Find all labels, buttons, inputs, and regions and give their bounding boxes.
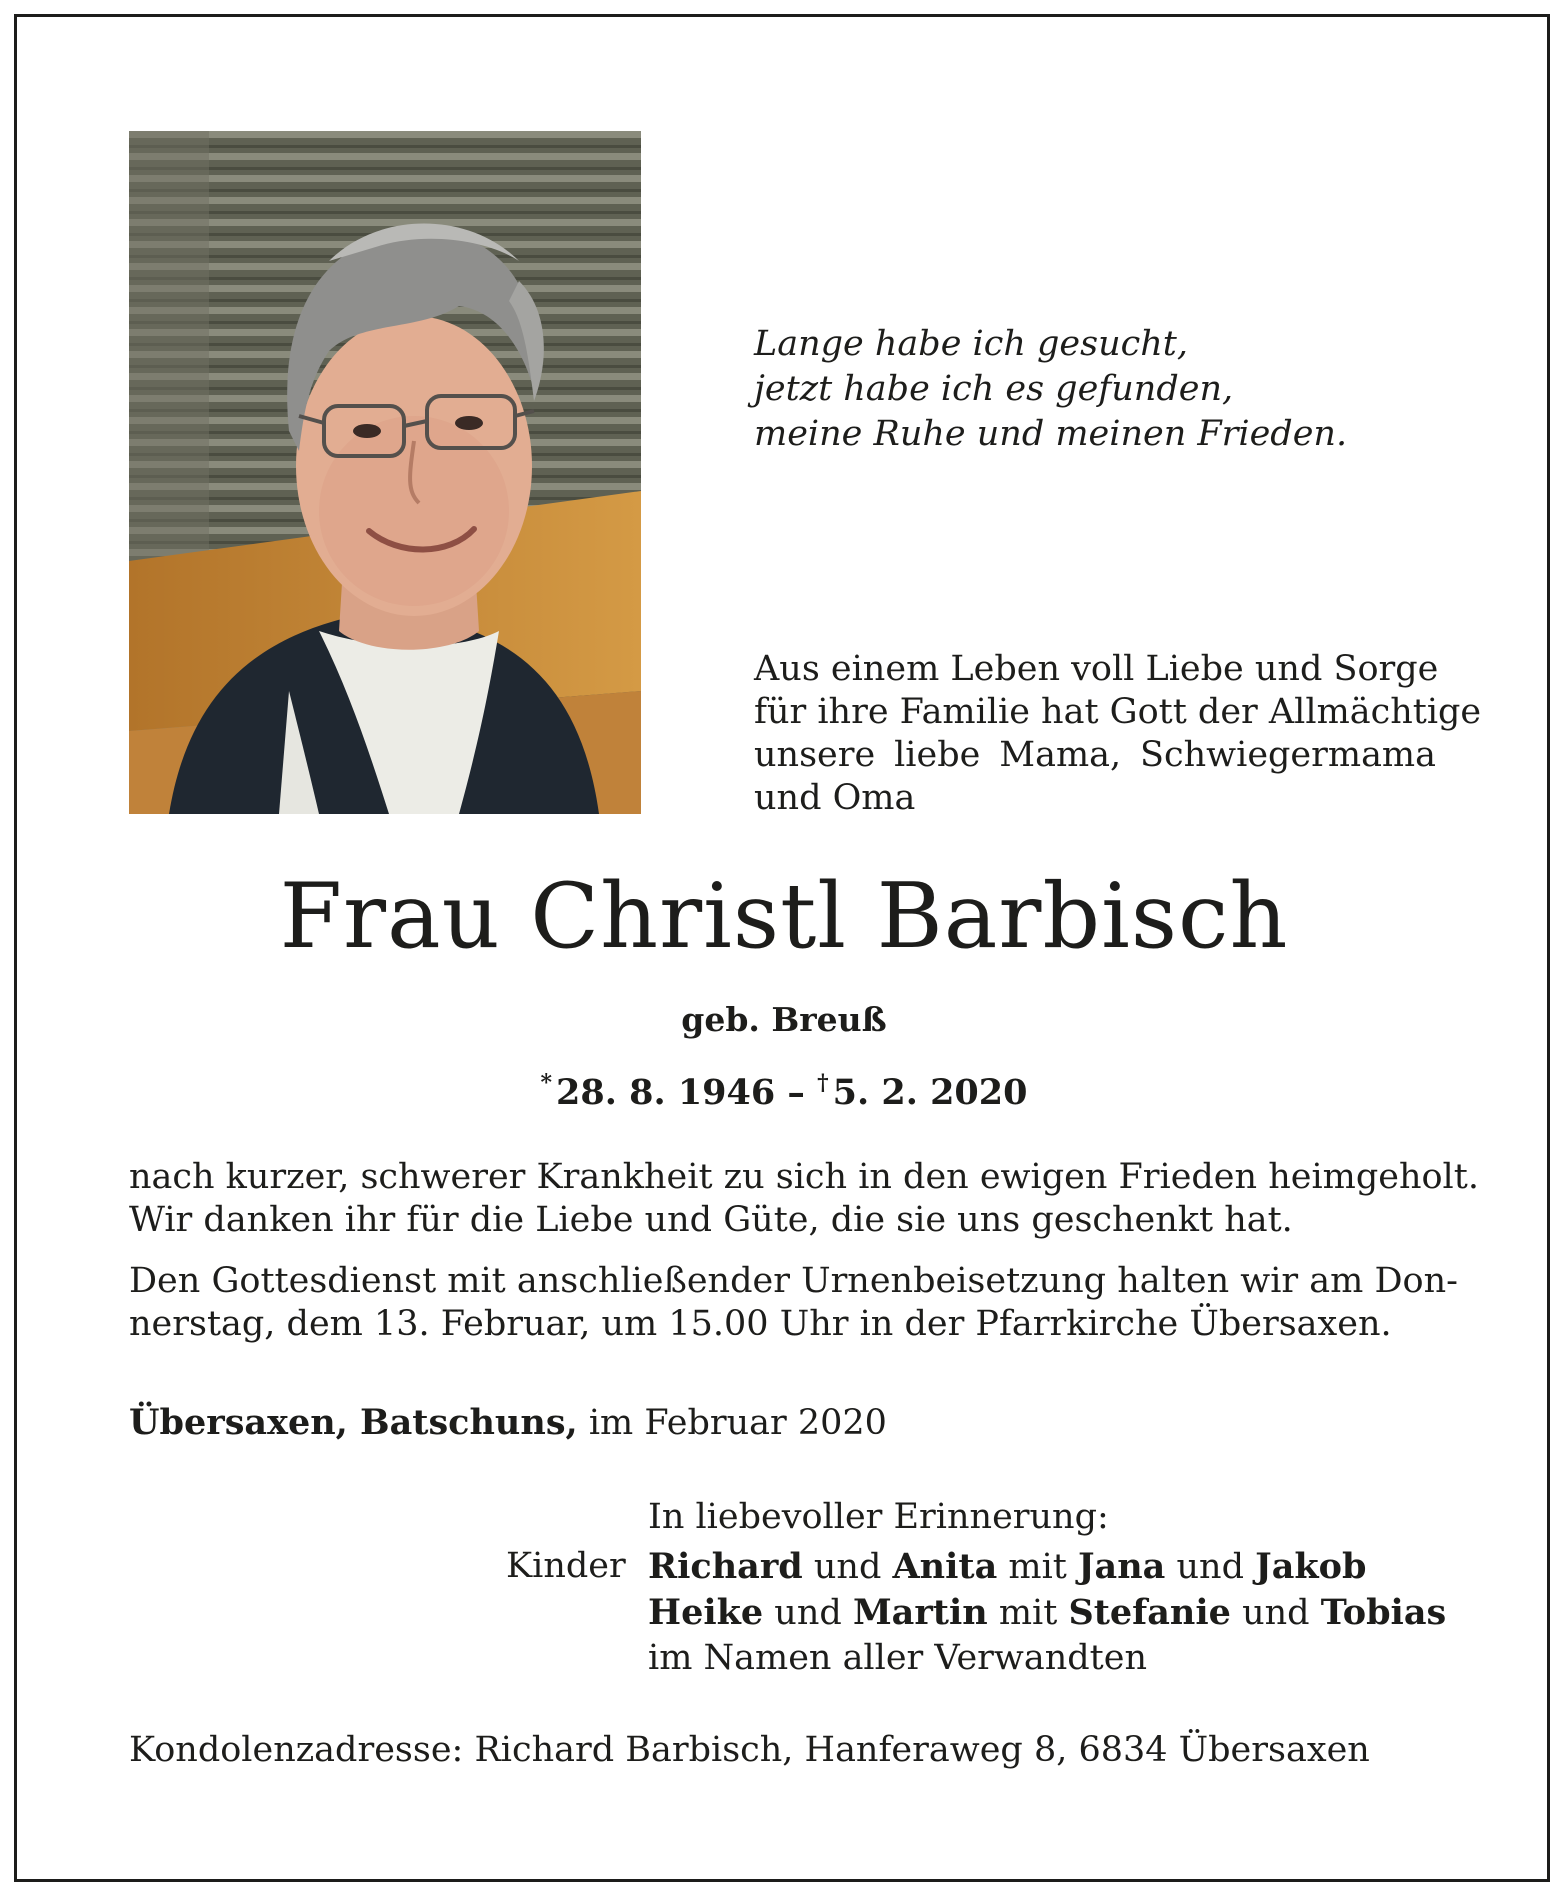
paragraph-line: Wir danken ihr für die Liebe und Güte, die sie uns geschenkt hat. — [129, 1200, 1293, 1240]
mourner-name: Tobias — [1320, 1592, 1447, 1633]
announcement-paragraph — [129, 1156, 1479, 1242]
intro-line: unsere liebe Mama, Schwiegermama — [754, 735, 1436, 775]
mourner-name: Heike — [648, 1592, 764, 1633]
mourner-name: Richard — [648, 1546, 803, 1587]
mourners-row — [648, 1590, 1446, 1636]
intro-line: und Oma — [754, 778, 916, 818]
poem-line: meine Ruhe und meinen Frieden. — [754, 414, 1348, 454]
mourner-name: Jakob — [1255, 1546, 1367, 1587]
birth-symbol: * — [540, 1070, 553, 1096]
deceased-name: Frau Christl Barbisch — [279, 864, 1289, 969]
birth-date: 28. 8. 1946 — [556, 1072, 776, 1113]
mourners-label: Kinder — [506, 1546, 626, 1586]
intro-text — [754, 648, 1482, 820]
service-paragraph — [129, 1260, 1458, 1346]
connector-text: und — [1242, 1593, 1310, 1633]
death-symbol: † — [817, 1070, 829, 1096]
maiden-name: geb. Breuß — [681, 1000, 887, 1039]
life-dates — [0, 1058, 1568, 1118]
mourners-row: im Namen aller Verwandten — [648, 1638, 1147, 1678]
poem-line: jetzt habe ich es gefunden, — [754, 369, 1234, 409]
intro-line: für ihre Familie hat Gott der Allmächtige — [754, 692, 1482, 732]
place-locations: Übersaxen, Batschuns, — [129, 1402, 578, 1443]
paragraph-line: nach kurzer, schwerer Krankheit zu sich in den ewigen Frieden heimgeholt. — [129, 1157, 1479, 1197]
mourner-name: Martin — [852, 1592, 988, 1633]
connector-text: und — [774, 1593, 842, 1633]
mourner-name: Jana — [1078, 1546, 1166, 1587]
condolence-address: Kondolenzadresse: Richard Barbisch, Hanferaweg 8, 6834 Übersaxen — [129, 1730, 1370, 1770]
memory-heading: In liebevoller Erinnerung: — [648, 1497, 1109, 1537]
intro-line: Aus einem Leben voll Liebe und Sorge — [754, 649, 1439, 689]
place-and-date — [129, 1400, 887, 1446]
date-separator: – — [787, 1072, 805, 1113]
mourner-name: Anita — [892, 1546, 998, 1587]
death-date: 5. 2. 2020 — [832, 1072, 1028, 1113]
connector-text: und — [813, 1547, 882, 1587]
poem-quote — [754, 322, 1347, 457]
connector-text: und — [1176, 1547, 1245, 1587]
mourners-list — [648, 1544, 1446, 1681]
place-date: im Februar 2020 — [588, 1403, 887, 1443]
portrait-photo — [129, 131, 641, 814]
mourner-name: Stefanie — [1068, 1592, 1231, 1633]
paragraph-line: nerstag, dem 13. Februar, um 15.00 Uhr in der Pfarrkirche Übersaxen. — [129, 1304, 1392, 1344]
paragraph-line: Den Gottesdienst mit anschließender Urnenbeisetzung halten wir am Don- — [129, 1261, 1458, 1301]
poem-line: Lange habe ich gesucht, — [754, 324, 1188, 364]
mourners-row — [648, 1544, 1446, 1590]
connector-text: mit — [1008, 1547, 1067, 1587]
connector-text: mit — [998, 1593, 1058, 1633]
